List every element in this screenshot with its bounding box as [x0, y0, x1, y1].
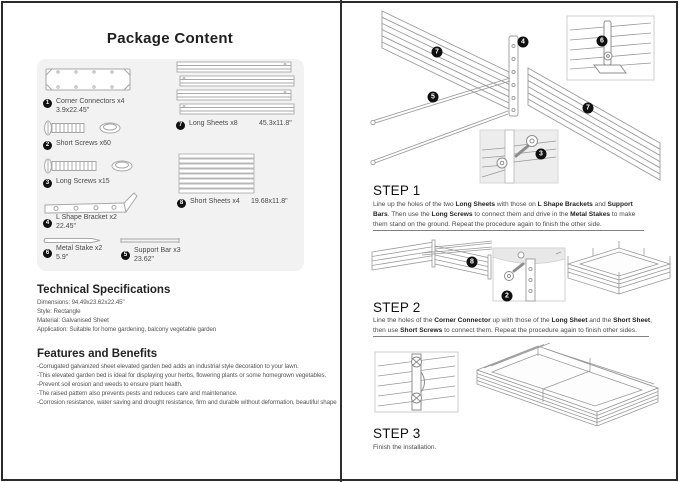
callout-short-sheet: 8 [467, 257, 478, 268]
step1-body: Line up the holes of the two Long Sheets with those on L Shape Brackets and Support Bars. Then use the Long Screws to connect them and drive in the Metal Stakes to make them stand on the ground. Repeat the procedure again to finish the other side. [373, 201, 636, 228]
item-dim: 23.62" [134, 256, 155, 263]
feature-line: -Corrugated galvanized sheet elevated garden bed adds an industrial style decoration to your lawn. [37, 363, 299, 370]
item-badge: 5 [121, 251, 130, 260]
callout-long-sheet: 7 [583, 103, 594, 114]
callout-long-screw: 3 [536, 149, 547, 160]
page-title: Package Content [106, 30, 234, 47]
item-badge: 1 [43, 99, 52, 108]
item-label: Short Sheets x4 [190, 198, 240, 205]
item-badge: 6 [43, 249, 52, 258]
item-label: Support Bar x3 [134, 247, 181, 254]
assembly-steps-column [342, 0, 677, 476]
step-divider [373, 230, 644, 231]
item-dim: 22.45" [56, 223, 77, 230]
feature-line: -This elevated garden bed is ideal for displaying your herbs, flowering plants or some homegrown vegetables. [37, 372, 327, 379]
callout-l-bracket: 4 [518, 37, 529, 48]
callout-metal-stake: 6 [597, 36, 608, 47]
tech-specs-heading: Technical Specifications [37, 284, 171, 296]
callout-short-screw: 2 [502, 291, 513, 302]
package-content-column [0, 0, 340, 476]
step1-diagram [342, 0, 677, 184]
item-badge: 2 [43, 141, 52, 150]
step1-title: STEP 1 [373, 183, 421, 198]
long-sheets-drawing [175, 61, 297, 119]
item-badge: 8 [177, 199, 186, 208]
features-heading: Features and Benefits [37, 348, 158, 360]
item-label: Long Screws x15 [56, 178, 110, 185]
item-label: Metal Stake x2 [56, 245, 103, 252]
feature-line: -Prevent soil erosion and weeds to ensure plant health. [37, 381, 183, 388]
item-dim: 5.9" [56, 254, 69, 261]
feature-line: -The raised pattern also prevents pests and reduces care and maintenance. [37, 390, 238, 397]
tech-spec-line: Dimensions: 94.49x23.62x22.45" [37, 299, 125, 306]
short-sheets-drawing [177, 153, 257, 195]
item-dim: 19.68x11.8" [251, 198, 288, 205]
item-label: L Shape Bracket x2 [56, 214, 117, 221]
long-screw-drawing [42, 157, 154, 175]
item-badge: 7 [176, 121, 185, 130]
package-items-panel [37, 59, 304, 271]
step3-body: Finish the installation. [373, 444, 437, 451]
step2-body: Line the holes of the Corner Connector up with those of the Long Sheet and the Short Sheet, then use Short Screws to connect them. Repeat the procedure again to finish other sides. [373, 317, 652, 334]
tech-spec-line: Application: Suitable for home gardening, balcony vegetable garden [37, 326, 217, 333]
tech-spec-line: Style: Rectangle [37, 308, 81, 315]
feature-line: -Corrosion resistance, water saving and drought resistance, firm and durable without deformation, beautiful shape [37, 399, 337, 406]
item-badge: 3 [43, 179, 52, 188]
item-label: Corner Connectors x4 [56, 98, 125, 105]
corner-connector-drawing [42, 65, 134, 95]
item-badge: 4 [43, 219, 52, 228]
tech-spec-line: Material: Galvanised Sheet [37, 317, 109, 324]
item-dim: 3.9x22.45" [56, 107, 90, 114]
step3-diagram [342, 342, 677, 426]
callout-long-sheet: 7 [432, 47, 443, 58]
step2-title: STEP 2 [373, 300, 421, 315]
step-divider [373, 336, 649, 337]
step3-title: STEP 3 [373, 426, 421, 441]
item-dim: 45.3x11.8" [259, 120, 292, 127]
callout-support-bar: 5 [428, 92, 439, 103]
short-screw-drawing [42, 119, 142, 137]
metal-stake-drawing [42, 236, 104, 245]
item-label: Long Sheets x8 [189, 120, 238, 127]
item-label: Short Screws x60 [56, 140, 111, 147]
support-bar-drawing [117, 236, 183, 245]
